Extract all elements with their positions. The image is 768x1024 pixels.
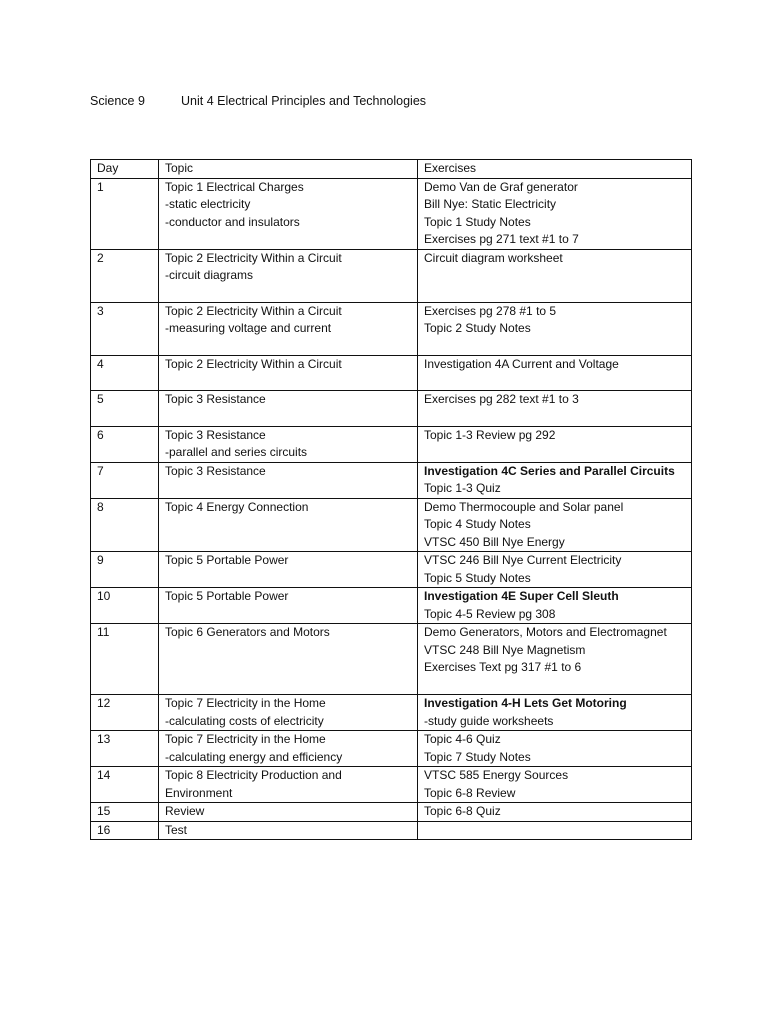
exercises-cell	[418, 624, 692, 695]
exercise-line: Topic 1-3 Quiz	[424, 481, 501, 495]
day-cell: 15	[91, 803, 159, 822]
topic-line: Topic 2 Electricity Within a Circuit	[165, 250, 342, 265]
exercise-line: Topic 4 Study Notes	[424, 517, 531, 531]
topic-line: Topic 3 Resistance	[165, 463, 266, 478]
exercise-line: Demo Generators, Motors and Electromagnet	[424, 625, 667, 639]
column-header-exercises: Exercises	[418, 160, 692, 179]
day-cell: 16	[91, 821, 159, 840]
table-row	[91, 302, 692, 355]
topic-line: -circuit diagrams	[165, 268, 254, 282]
day-cell: 4	[91, 355, 159, 390]
topic-cell	[159, 462, 418, 498]
exercise-line: Investigation 4E Super Cell Sleuth	[424, 589, 619, 603]
exercises-cell	[418, 302, 692, 355]
exercises-cell	[418, 462, 692, 498]
exercise-line: Exercises pg 278 #1 to 5	[424, 303, 557, 318]
day-cell: 14	[91, 767, 159, 803]
topic-cell	[159, 249, 418, 302]
topic-line: Topic 7 Electricity in the Home	[165, 732, 326, 746]
exercises-cell	[418, 803, 692, 822]
topic-line: Topic 3 Resistance	[165, 427, 266, 442]
exercise-line: Topic 6-8 Quiz	[424, 804, 501, 818]
table-row	[91, 624, 692, 695]
exercise-line: Exercises pg 282 text #1 to 3	[424, 391, 579, 406]
column-header-topic: Topic	[159, 160, 418, 179]
topic-line: Topic 5 Portable Power	[165, 553, 289, 567]
table-row	[91, 731, 692, 767]
exercise-line: Circuit diagram worksheet	[424, 250, 563, 265]
exercise-line: -study guide worksheets	[424, 713, 554, 728]
exercise-line: Investigation 4C Series and Parallel Circuits	[424, 463, 675, 478]
topic-line: Topic 6 Generators and Motors	[165, 625, 330, 639]
exercise-line: Topic 2 Study Notes	[424, 321, 531, 335]
schedule-body	[91, 178, 692, 840]
exercises-cell	[418, 249, 692, 302]
topic-cell	[159, 695, 418, 731]
exercises-cell	[418, 390, 692, 426]
exercise-line: Topic 6-8 Review	[424, 785, 516, 800]
exercise-line: Investigation 4-H Lets Get Motoring	[424, 696, 627, 710]
unit-title: Unit 4 Electrical Principles and Technologies	[181, 94, 427, 108]
topic-cell	[159, 731, 418, 767]
day-cell: 10	[91, 588, 159, 624]
topic-cell	[159, 767, 418, 803]
day-cell: 13	[91, 731, 159, 767]
topic-cell	[159, 821, 418, 840]
exercise-line: VTSC 585 Energy Sources	[424, 768, 569, 782]
exercise-line: Topic 4-5 Review pg 308	[424, 606, 556, 621]
topic-cell	[159, 178, 418, 249]
day-cell: 6	[91, 426, 159, 462]
exercise-line: Exercises Text pg 317 #1 to 6	[424, 660, 582, 674]
exercises-cell	[418, 731, 692, 767]
topic-cell	[159, 355, 418, 390]
topic-cell	[159, 803, 418, 822]
exercise-line: VTSC 450 Bill Nye Energy	[424, 534, 565, 549]
topic-line: Review	[165, 804, 205, 818]
exercise-line: Topic 5 Study Notes	[424, 570, 531, 585]
topic-line: Topic 5 Portable Power	[165, 589, 289, 603]
document-header	[90, 94, 426, 108]
topic-line: Topic 4 Energy Connection	[165, 499, 309, 514]
table-row	[91, 178, 692, 249]
topic-line: -measuring voltage and current	[165, 321, 332, 335]
topic-line: -conductor and insulators	[165, 214, 300, 229]
topic-line: Test	[165, 822, 188, 837]
topic-cell	[159, 552, 418, 588]
exercise-line: VTSC 248 Bill Nye Magnetism	[424, 642, 586, 657]
exercise-line: Topic 4-6 Quiz	[424, 732, 501, 746]
table-row	[91, 390, 692, 426]
topic-line: -static electricity	[165, 197, 251, 211]
topic-line: Topic 2 Electricity Within a Circuit	[165, 303, 342, 318]
exercise-line: Topic 1 Study Notes	[424, 214, 531, 229]
topic-line: Topic 7 Electricity in the Home	[165, 696, 326, 710]
day-cell: 7	[91, 462, 159, 498]
exercise-line: Bill Nye: Static Electricity	[424, 197, 557, 211]
table-row	[91, 767, 692, 803]
day-cell: 12	[91, 695, 159, 731]
exercise-line: Demo Thermocouple and Solar panel	[424, 499, 624, 514]
topic-cell	[159, 588, 418, 624]
exercise-line: Investigation 4A Current and Voltage	[424, 356, 619, 371]
exercise-line: VTSC 246 Bill Nye Current Electricity	[424, 553, 622, 567]
table-row	[91, 426, 692, 462]
topic-cell	[159, 498, 418, 552]
topic-line: Topic 1 Electrical Charges	[165, 179, 304, 194]
exercises-cell	[418, 498, 692, 552]
table-row	[91, 249, 692, 302]
day-cell: 5	[91, 390, 159, 426]
topic-cell	[159, 426, 418, 462]
exercises-cell	[418, 695, 692, 731]
day-cell: 8	[91, 498, 159, 552]
table-row	[91, 552, 692, 588]
topic-line: -parallel and series circuits	[165, 445, 308, 459]
table-row	[91, 588, 692, 624]
topic-line: -calculating energy and efficiency	[165, 749, 343, 764]
exercises-cell	[418, 588, 692, 624]
table-row	[91, 498, 692, 552]
exercises-cell	[418, 355, 692, 390]
exercises-cell	[418, 767, 692, 803]
exercises-cell	[418, 178, 692, 249]
exercise-line: Exercises pg 271 text #1 to 7	[424, 232, 579, 246]
topic-line: -calculating costs of electricity	[165, 713, 324, 728]
topic-line: Topic 2 Electricity Within a Circuit	[165, 356, 342, 371]
day-cell: 2	[91, 249, 159, 302]
topic-cell	[159, 302, 418, 355]
exercise-line: Demo Van de Graf generator	[424, 179, 578, 194]
exercise-line: Topic 7 Study Notes	[424, 749, 531, 764]
exercises-cell	[418, 821, 692, 840]
exercises-cell	[418, 552, 692, 588]
table-row	[91, 803, 692, 822]
column-header-day: Day	[91, 160, 159, 179]
table-row	[91, 695, 692, 731]
topic-cell	[159, 624, 418, 695]
table-row	[91, 355, 692, 390]
table-header-row	[91, 160, 692, 179]
day-cell: 3	[91, 302, 159, 355]
course-title: Science 9	[90, 94, 145, 108]
schedule-table	[90, 159, 692, 840]
topic-line: Topic 3 Resistance	[165, 391, 266, 406]
exercise-line: Topic 1-3 Review pg 292	[424, 427, 556, 442]
day-cell: 9	[91, 552, 159, 588]
table-row	[91, 821, 692, 840]
day-cell: 1	[91, 178, 159, 249]
exercises-cell	[418, 426, 692, 462]
topic-line: Topic 8 Electricity Production and	[165, 768, 342, 782]
table-row	[91, 462, 692, 498]
day-cell: 11	[91, 624, 159, 695]
topic-cell	[159, 390, 418, 426]
topic-line: Environment	[165, 785, 233, 800]
